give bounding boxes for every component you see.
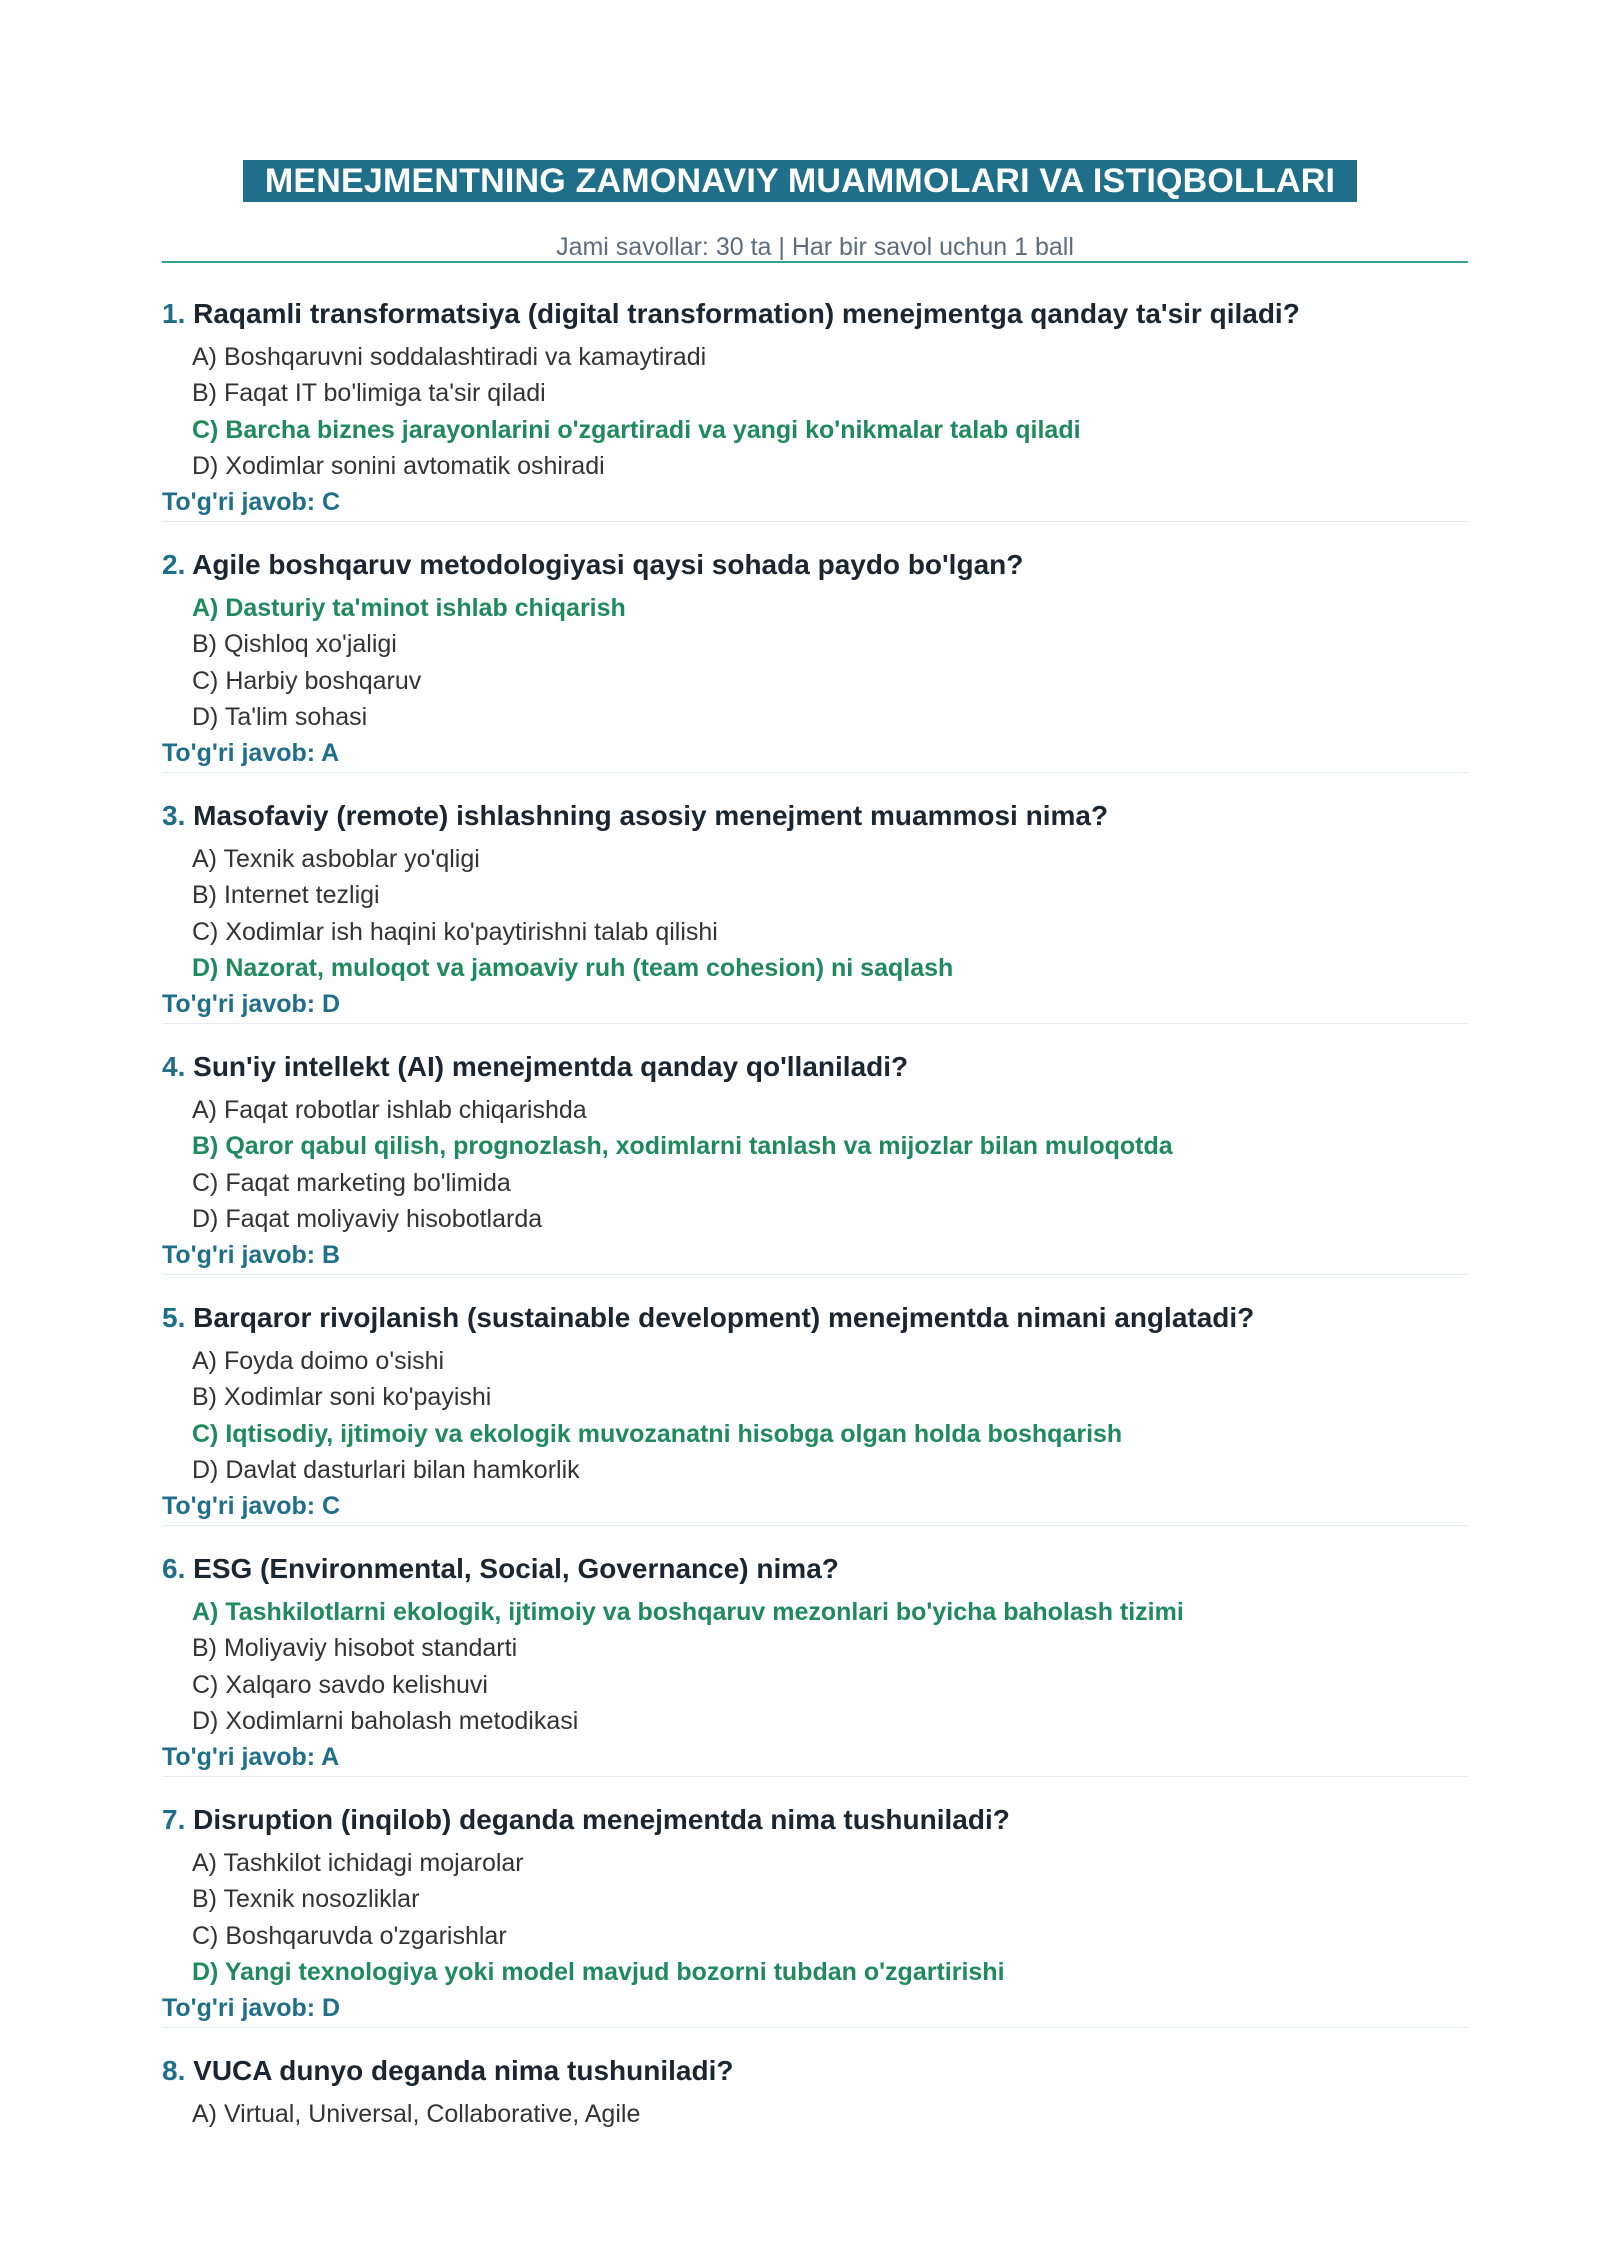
options-list <box>192 2096 1468 2132</box>
question-block <box>162 791 1468 1042</box>
option-item: A) Virtual, Universal, Collaborative, Agile <box>192 2100 641 2128</box>
question-list <box>162 289 1468 2132</box>
question-number: 7. <box>162 1804 186 1835</box>
question-text: Raqamli transformatsiya (digital transformation) menejmentga qanday ta'sir qiladi? <box>193 298 1300 329</box>
option-item: D) Xodimlar sonini avtomatik oshiradi <box>192 451 605 480</box>
question-text: VUCA dunyo deganda nima tushuniladi? <box>193 2055 734 2086</box>
correct-answer-label: To'g'ri javob: D <box>162 1994 341 2023</box>
question-heading <box>162 1795 1468 1845</box>
question-block <box>162 540 1468 791</box>
question-text: Sun'iy intellekt (AI) menejmentda qanday qo'llaniladi? <box>193 1051 909 1082</box>
document-subtitle: Jami savollar: 30 ta | Har bir savol uchun 1 ball <box>556 233 1074 261</box>
option-item: C) Faqat marketing bo'limida <box>192 1168 511 1197</box>
title-wrapper <box>0 160 1600 202</box>
question-block <box>162 1042 1468 1293</box>
option-item: D) Ta'lim sohasi <box>192 702 368 731</box>
option-item: D) Davlat dasturlari bilan hamkorlik <box>192 1455 580 1484</box>
options-list <box>192 1343 1468 1488</box>
option-item: A) Texnik asboblar yo'qligi <box>192 845 480 873</box>
question-block <box>162 289 1468 540</box>
question-heading <box>162 1544 1468 1594</box>
option-item: B) Faqat IT bo'limiga ta'sir qiladi <box>192 379 546 408</box>
option-item: A) Faqat robotlar ishlab chiqarishda <box>192 1096 587 1124</box>
question-text: Masofaviy (remote) ishlashning asosiy menejment muammosi nima? <box>193 800 1109 831</box>
option-item: B) Xodimlar soni ko'payishi <box>192 1383 492 1412</box>
option-item: C) Xalqaro savdo kelishuvi <box>192 1670 488 1699</box>
question-heading <box>162 1042 1468 1092</box>
question-divider <box>162 1525 1468 1526</box>
question-block <box>162 1795 1468 2046</box>
question-number: 5. <box>162 1302 186 1333</box>
question-number: 1. <box>162 298 186 329</box>
options-list <box>192 590 1468 735</box>
question-number: 3. <box>162 800 186 831</box>
options-list <box>192 1845 1468 1990</box>
option-item: B) Texnik nosozliklar <box>192 1885 420 1914</box>
option-correct: B) Qaror qabul qilish, prognozlash, xodimlarni tanlash va mijozlar bilan muloqotda <box>192 1132 1173 1161</box>
question-block <box>162 1293 1468 1544</box>
option-correct: D) Nazorat, muloqot va jamoaviy ruh (team cohesion) ni saqlash <box>192 953 954 982</box>
option-item: C) Xodimlar ish haqini ko'paytirishni talab qilishi <box>192 917 718 946</box>
question-divider <box>162 521 1468 522</box>
question-divider <box>162 1274 1468 1275</box>
option-correct: A) Dasturiy ta'minot ishlab chiqarish <box>192 594 626 622</box>
question-heading <box>162 1293 1468 1343</box>
option-item: C) Harbiy boshqaruv <box>192 666 422 695</box>
header-divider <box>162 261 1468 263</box>
correct-answer-label: To'g'ri javob: A <box>162 739 340 768</box>
question-text: Disruption (inqilob) deganda menejmentda nima tushuniladi? <box>193 1804 1010 1835</box>
option-item: C) Boshqaruvda o'zgarishlar <box>192 1921 507 1950</box>
option-item: D) Xodimlarni baholash metodikasi <box>192 1706 579 1735</box>
question-divider <box>162 1776 1468 1777</box>
question-text: Barqaror rivojlanish (sustainable development) menejmentda nimani anglatadi? <box>193 1302 1255 1333</box>
option-correct: A) Tashkilotlarni ekologik, ijtimoiy va boshqaruv mezonlari bo'yicha baholash tizimi <box>192 1598 1184 1626</box>
question-heading <box>162 2046 1468 2096</box>
option-item: A) Tashkilot ichidagi mojarolar <box>192 1849 524 1877</box>
question-block <box>162 1544 1468 1795</box>
question-divider <box>162 772 1468 773</box>
options-list <box>192 1594 1468 1739</box>
option-correct: C) Barcha biznes jarayonlarini o'zgartiradi va yangi ko'nikmalar talab qiladi <box>192 415 1081 444</box>
option-item: B) Internet tezligi <box>192 881 380 910</box>
option-correct: C) Iqtisodiy, ijtimoiy va ekologik muvozanatni hisobga olgan holda boshqarish <box>192 1419 1123 1448</box>
question-number: 6. <box>162 1553 186 1584</box>
options-list <box>192 1092 1468 1237</box>
question-number: 8. <box>162 2055 186 2086</box>
option-item: A) Boshqaruvni soddalashtiradi va kamaytiradi <box>192 343 707 371</box>
question-heading <box>162 289 1468 339</box>
question-block <box>162 2046 1468 2132</box>
question-heading <box>162 791 1468 841</box>
question-text: Agile boshqaruv metodologiyasi qaysi sohada paydo bo'lgan? <box>192 549 1024 580</box>
option-correct: D) Yangi texnologiya yoki model mavjud bozorni tubdan o'zgartirishi <box>192 1957 1005 1986</box>
question-divider <box>162 1023 1468 1024</box>
option-item: B) Qishloq xo'jaligi <box>192 630 397 659</box>
question-heading <box>162 540 1468 590</box>
question-number: 4. <box>162 1051 186 1082</box>
option-item: A) Foyda doimo o'sishi <box>192 1347 445 1375</box>
document-title: MENEJMENTNING ZAMONAVIY MUAMMOLARI VA ISTIQBOLLARI <box>243 160 1357 202</box>
option-item: D) Faqat moliyaviy hisobotlarda <box>192 1204 543 1233</box>
correct-answer-label: To'g'ri javob: B <box>162 1241 341 1270</box>
question-number: 2. <box>162 549 186 580</box>
options-list <box>192 841 1468 986</box>
options-list <box>192 339 1468 484</box>
option-item: B) Moliyaviy hisobot standarti <box>192 1634 518 1663</box>
correct-answer-label: To'g'ri javob: C <box>162 1492 341 1521</box>
correct-answer-label: To'g'ri javob: D <box>162 990 341 1019</box>
question-divider <box>162 2027 1468 2028</box>
correct-answer-label: To'g'ri javob: C <box>162 488 341 517</box>
correct-answer-label: To'g'ri javob: A <box>162 1743 340 1772</box>
question-text: ESG (Environmental, Social, Governance) nima? <box>193 1553 839 1584</box>
